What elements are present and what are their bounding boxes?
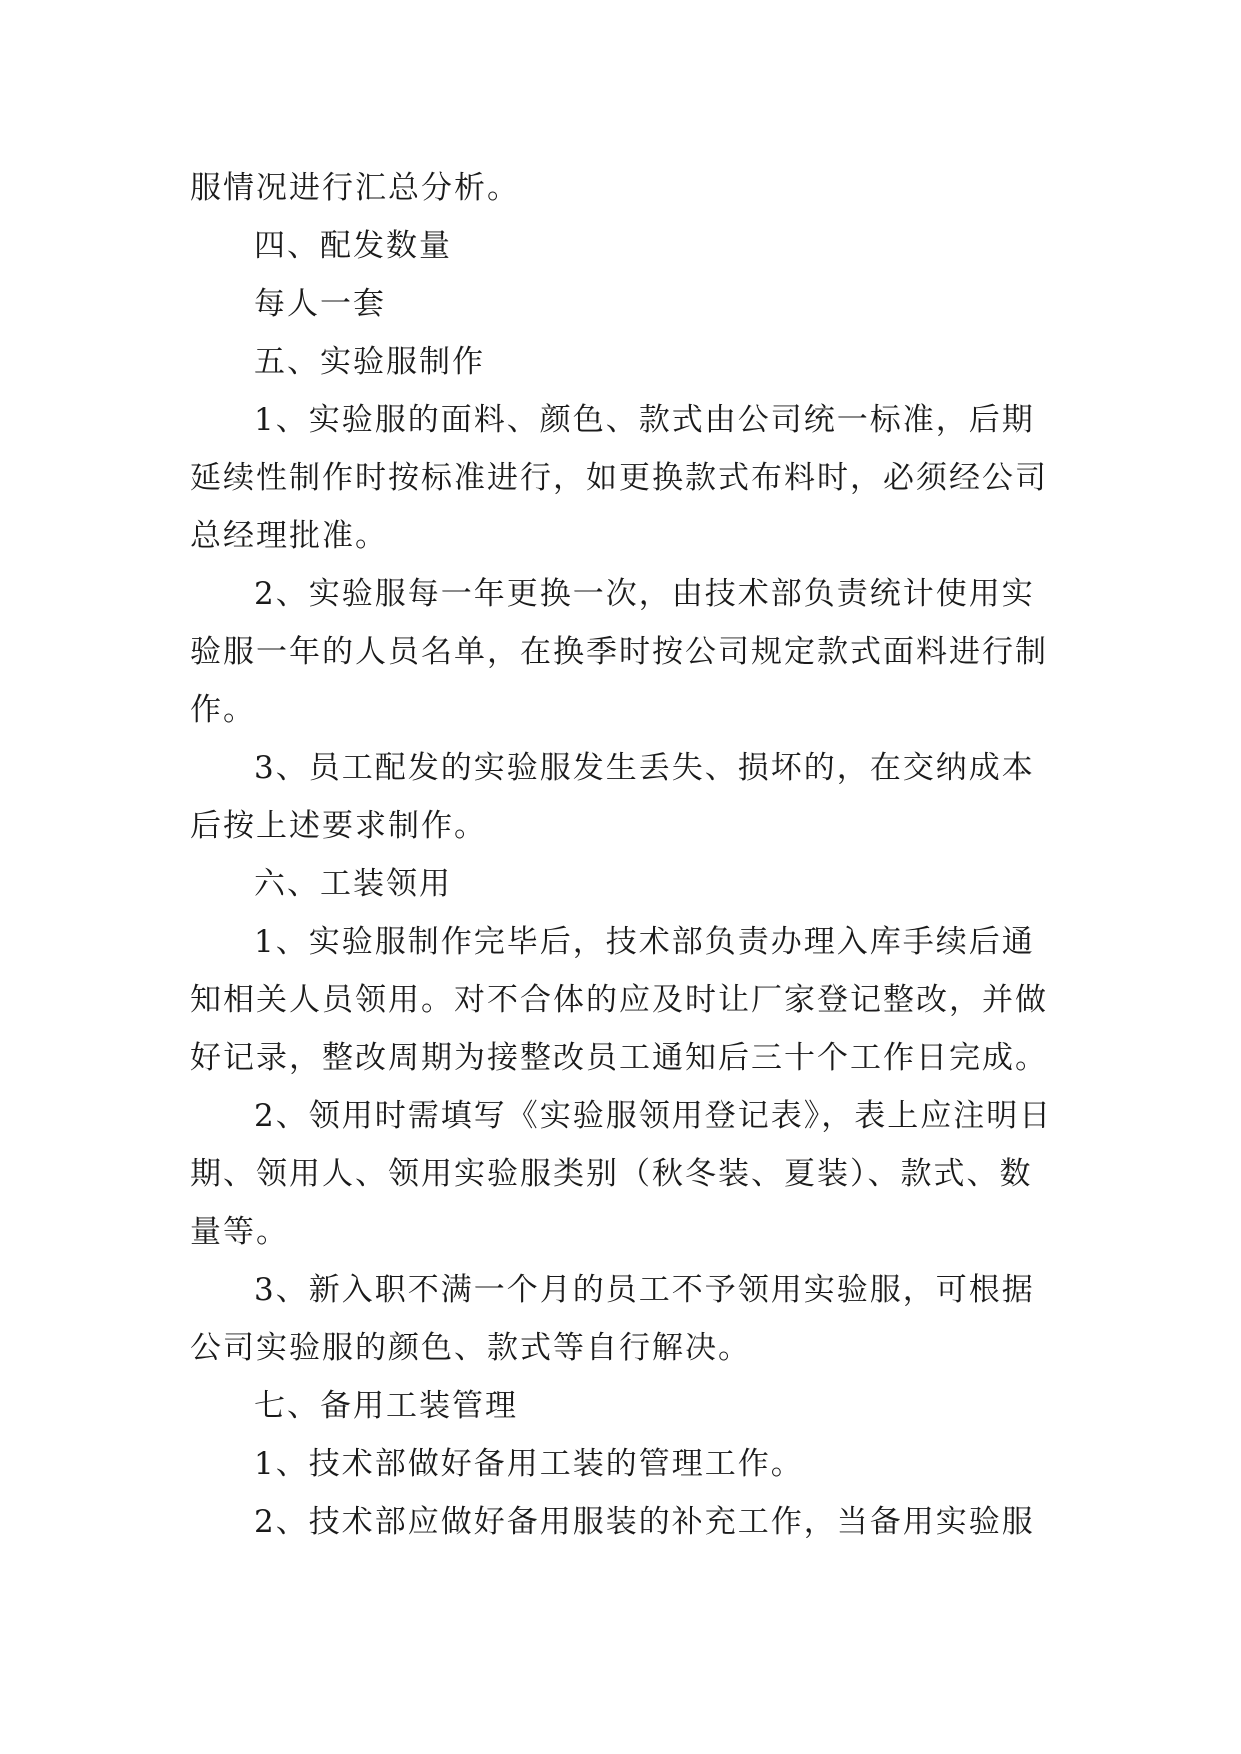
text-line: 3、新入职不满一个月的员工不予领用实验服，可根据 bbox=[254, 1272, 1035, 1308]
paragraph-p07 bbox=[190, 739, 1070, 855]
text-line: 1、实验服制作完毕后，技术部负责办理入库手续后通 bbox=[254, 924, 1035, 960]
text-line: 2、技术部应做好备用服装的补充工作，当备用实验服 bbox=[254, 1504, 1035, 1540]
paragraph-p06 bbox=[190, 565, 1070, 739]
text-line: 六、工装领用 bbox=[254, 866, 452, 902]
text-line: 量等。 bbox=[190, 1214, 289, 1250]
text-line: 知相关人员领用。对不合体的应及时让厂家登记整改，并做 bbox=[190, 982, 1048, 1018]
text-line: 作。 bbox=[190, 692, 256, 728]
text-line: 五、实验服制作 bbox=[254, 344, 485, 380]
paragraph-p13 bbox=[190, 1435, 1070, 1493]
paragraph-p10 bbox=[190, 1087, 1070, 1261]
document-body bbox=[190, 159, 1070, 1551]
text-line: 验服一年的人员名单，在换季时按公司规定款式面料进行制 bbox=[190, 634, 1048, 670]
text-line: 1、实验服的面料、颜色、款式由公司统一标准，后期 bbox=[254, 402, 1035, 438]
paragraph-p09 bbox=[190, 913, 1070, 1087]
text-line: 3、员工配发的实验服发生丢失、损坏的，在交纳成本 bbox=[254, 750, 1035, 786]
text-line: 期、领用人、领用实验服类别（秋冬装、夏装）、款式、数 bbox=[190, 1156, 1033, 1192]
text-line: 每人一套 bbox=[254, 286, 386, 322]
text-line: 七、备用工装管理 bbox=[254, 1388, 518, 1424]
text-line: 2、实验服每一年更换一次，由技术部负责统计使用实 bbox=[254, 576, 1035, 612]
section-heading-7 bbox=[190, 1377, 1070, 1435]
text-line: 好记录，整改周期为接整改员工通知后三十个工作日完成。 bbox=[190, 1040, 1048, 1076]
paragraph-p14 bbox=[190, 1493, 1070, 1551]
paragraph-p05 bbox=[190, 391, 1070, 565]
text-line: 四、配发数量 bbox=[254, 228, 452, 264]
paragraph-p11 bbox=[190, 1261, 1070, 1377]
text-line: 2、领用时需填写《实验服领用登记表》，表上应注明日 bbox=[254, 1098, 1053, 1134]
text-line: 公司实验服的颜色、款式等自行解决。 bbox=[190, 1330, 751, 1366]
text-line: 1、技术部做好备用工装的管理工作。 bbox=[254, 1446, 804, 1482]
text-line: 总经理批准。 bbox=[190, 518, 388, 554]
text-line: 服情况进行汇总分析。 bbox=[190, 170, 520, 206]
text-line: 延续性制作时按标准进行，如更换款式布料时，必须经公司 bbox=[190, 460, 1048, 496]
section-heading-4 bbox=[190, 217, 1070, 275]
paragraph-p03 bbox=[190, 275, 1070, 333]
text-line: 后按上述要求制作。 bbox=[190, 808, 487, 844]
paragraph-p01 bbox=[190, 159, 1070, 217]
section-heading-5 bbox=[190, 333, 1070, 391]
section-heading-6 bbox=[190, 855, 1070, 913]
